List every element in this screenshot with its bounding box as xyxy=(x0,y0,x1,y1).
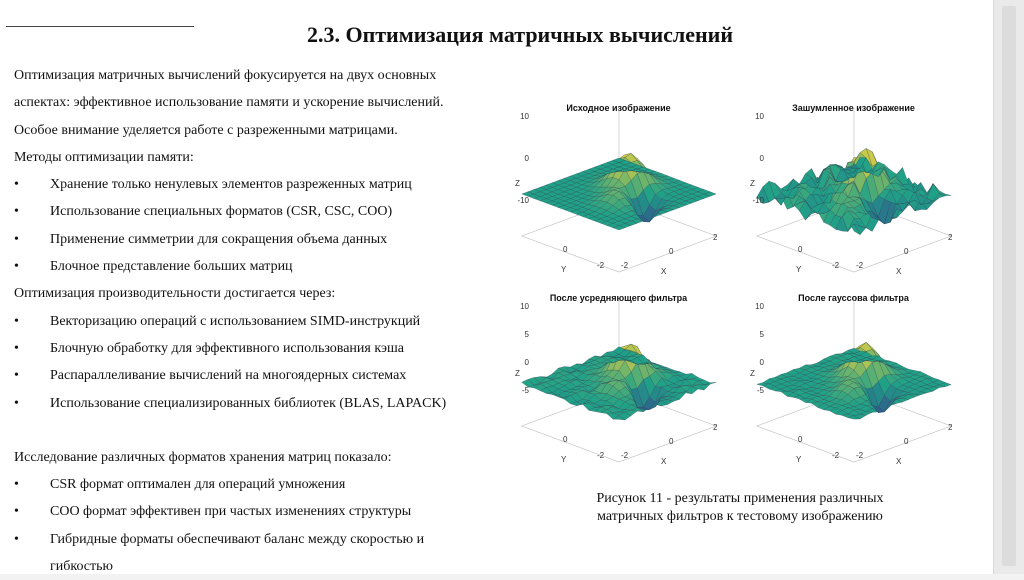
x-tick-label: 0 xyxy=(669,247,674,256)
spacer xyxy=(14,417,494,444)
y-tick-label: 0 xyxy=(798,435,803,444)
page-title: 2.3. Оптимизация матричных вычислений xyxy=(306,22,734,47)
x-tick-label: -2 xyxy=(856,261,864,270)
y-tick-label: 0 xyxy=(563,435,568,444)
research-heading: Исследование различных форматов хранения матриц показало: xyxy=(14,449,392,465)
x-axis-label: X xyxy=(661,457,667,466)
surface-mesh xyxy=(757,342,951,419)
intro-line-3: Особое внимание уделяется работе с разреженными матрицами. xyxy=(14,122,398,138)
surface-mesh xyxy=(522,153,716,230)
y-axis-label: Y xyxy=(561,265,567,274)
list-item xyxy=(14,171,494,198)
y-tick-label: -2 xyxy=(832,451,840,460)
z-tick-label: 0 xyxy=(759,358,764,367)
x-axis-label: X xyxy=(896,267,902,276)
bullet-dot: • xyxy=(14,368,19,384)
x-tick-label: 2 xyxy=(713,233,718,242)
surface-plot xyxy=(736,292,971,476)
bullet-dot: • xyxy=(14,313,19,329)
surface-plot xyxy=(736,102,971,286)
surface-svg xyxy=(736,102,971,286)
y-axis-label: Y xyxy=(796,455,802,464)
list-item-continuation xyxy=(14,553,494,580)
list-item-text: Использование специализированных библиотек (BLAS, LAPACK) xyxy=(50,395,447,411)
bullet-dot: • xyxy=(14,531,19,547)
bullet-dot: • xyxy=(14,231,19,247)
surface-mesh xyxy=(757,148,951,234)
x-tick-label: -2 xyxy=(856,451,864,460)
surface-svg xyxy=(736,292,971,476)
x-tick-label: -2 xyxy=(621,261,629,270)
list-item-text: Применение симметрии для сокращения объема данных xyxy=(50,231,388,247)
bullet-dot: • xyxy=(14,204,19,220)
memory-heading: Методы оптимизации памяти: xyxy=(14,149,194,165)
z-tick-label: 5 xyxy=(759,330,764,339)
figure-surface-plots xyxy=(501,102,971,470)
caption-line-2: матричных фильтров к тестовому изображению xyxy=(597,509,883,524)
intro-line-1: Оптимизация матричных вычислений фокусируется на двух основных xyxy=(14,68,437,83)
plot-title: Зашумленное изображение xyxy=(792,103,915,113)
z-tick-label: 10 xyxy=(520,302,529,311)
list-item xyxy=(14,198,494,225)
bullet-dot: • xyxy=(14,340,19,356)
list-item xyxy=(14,308,494,335)
surface-plot xyxy=(501,102,736,286)
z-tick-label: 0 xyxy=(524,154,529,163)
z-tick-label: 0 xyxy=(524,358,529,367)
plot-title: Исходное изображение xyxy=(566,103,671,113)
bullet-dot: • xyxy=(14,477,19,493)
list-item xyxy=(14,362,494,389)
z-axis-label: Z xyxy=(515,179,520,188)
caption-line-1: Рисунок 11 - результаты применения различных xyxy=(596,491,884,506)
plot-title: После гауссова фильтра xyxy=(798,293,909,303)
y-tick-label: 0 xyxy=(798,245,803,254)
surface-svg xyxy=(501,292,736,476)
y-axis-label: Y xyxy=(561,455,567,464)
z-tick-label: -10 xyxy=(517,196,529,205)
surface-mesh xyxy=(522,344,716,420)
top-rule xyxy=(6,26,194,27)
z-tick-label: -10 xyxy=(752,196,764,205)
list-item-text: Блочную обработку для эффективного использования кэша xyxy=(50,340,404,356)
z-tick-label: -5 xyxy=(521,386,529,395)
z-tick-label: 10 xyxy=(755,302,764,311)
scrollbar-thumb[interactable] xyxy=(1002,6,1016,566)
list-item-text: Векторизацию операций с использованием SIMD-инструкций xyxy=(50,313,421,329)
intro-line-2: аспектах: эффективное использование памяти и ускорение вычислений. xyxy=(14,95,444,111)
list-item-text: Хранение только ненулевых элементов разреженных матриц xyxy=(50,177,412,193)
x-tick-label: 2 xyxy=(948,233,953,242)
x-tick-label: 0 xyxy=(669,437,674,446)
x-tick-label: -2 xyxy=(621,451,629,460)
x-axis-label: X xyxy=(661,267,667,276)
plot-title: После усредняющего фильтра xyxy=(549,293,688,303)
x-axis-label: X xyxy=(896,457,902,466)
bullet-dot: • xyxy=(14,259,19,275)
z-axis-label: Z xyxy=(515,369,520,378)
list-item xyxy=(14,335,494,362)
z-axis-label: Z xyxy=(750,369,755,378)
y-tick-label: -2 xyxy=(832,261,840,270)
y-tick-label: 0 xyxy=(563,245,568,254)
list-item-text: гибкостью xyxy=(50,559,113,575)
x-tick-label: 2 xyxy=(713,423,718,432)
x-tick-label: 2 xyxy=(948,423,953,432)
list-item-text: Использование специальных форматов (CSR, CSC, COO) xyxy=(50,204,393,220)
z-tick-label: 5 xyxy=(524,330,529,339)
list-item xyxy=(14,253,494,280)
list-item xyxy=(14,390,494,417)
z-axis-label: Z xyxy=(750,179,755,188)
body-text xyxy=(14,62,494,580)
z-tick-label: 0 xyxy=(759,154,764,163)
x-tick-label: 0 xyxy=(904,247,909,256)
y-axis-label: Y xyxy=(796,265,802,274)
y-tick-label: -2 xyxy=(597,451,605,460)
list-item-text: Распараллеливание вычислений на многоядерных системах xyxy=(50,368,407,384)
list-item-text: Гибридные форматы обеспечивают баланс между скоростью и xyxy=(50,531,425,547)
bullet-dot: • xyxy=(14,504,19,520)
z-tick-label: 10 xyxy=(755,112,764,121)
perf-heading: Оптимизация производительности достигается через: xyxy=(14,286,336,302)
bullet-dot: • xyxy=(14,177,19,193)
list-item xyxy=(14,226,494,253)
vertical-scrollbar[interactable] xyxy=(993,0,1024,574)
list-item xyxy=(14,471,494,498)
bullet-dot: • xyxy=(14,395,19,411)
list-item-text: COO формат эффективен при частых изменениях структуры xyxy=(50,504,412,520)
x-tick-label: 0 xyxy=(904,437,909,446)
list-item-text: Блочное представление больших матриц xyxy=(50,259,293,275)
list-item xyxy=(14,498,494,525)
list-item-text: CSR формат оптимален для операций умножения xyxy=(50,477,346,493)
surface-svg xyxy=(501,102,736,286)
figure-caption xyxy=(540,490,940,526)
y-tick-label: -2 xyxy=(597,261,605,270)
z-tick-label: -5 xyxy=(756,386,764,395)
list-item xyxy=(14,526,494,553)
z-tick-label: 10 xyxy=(520,112,529,121)
surface-plot xyxy=(501,292,736,476)
